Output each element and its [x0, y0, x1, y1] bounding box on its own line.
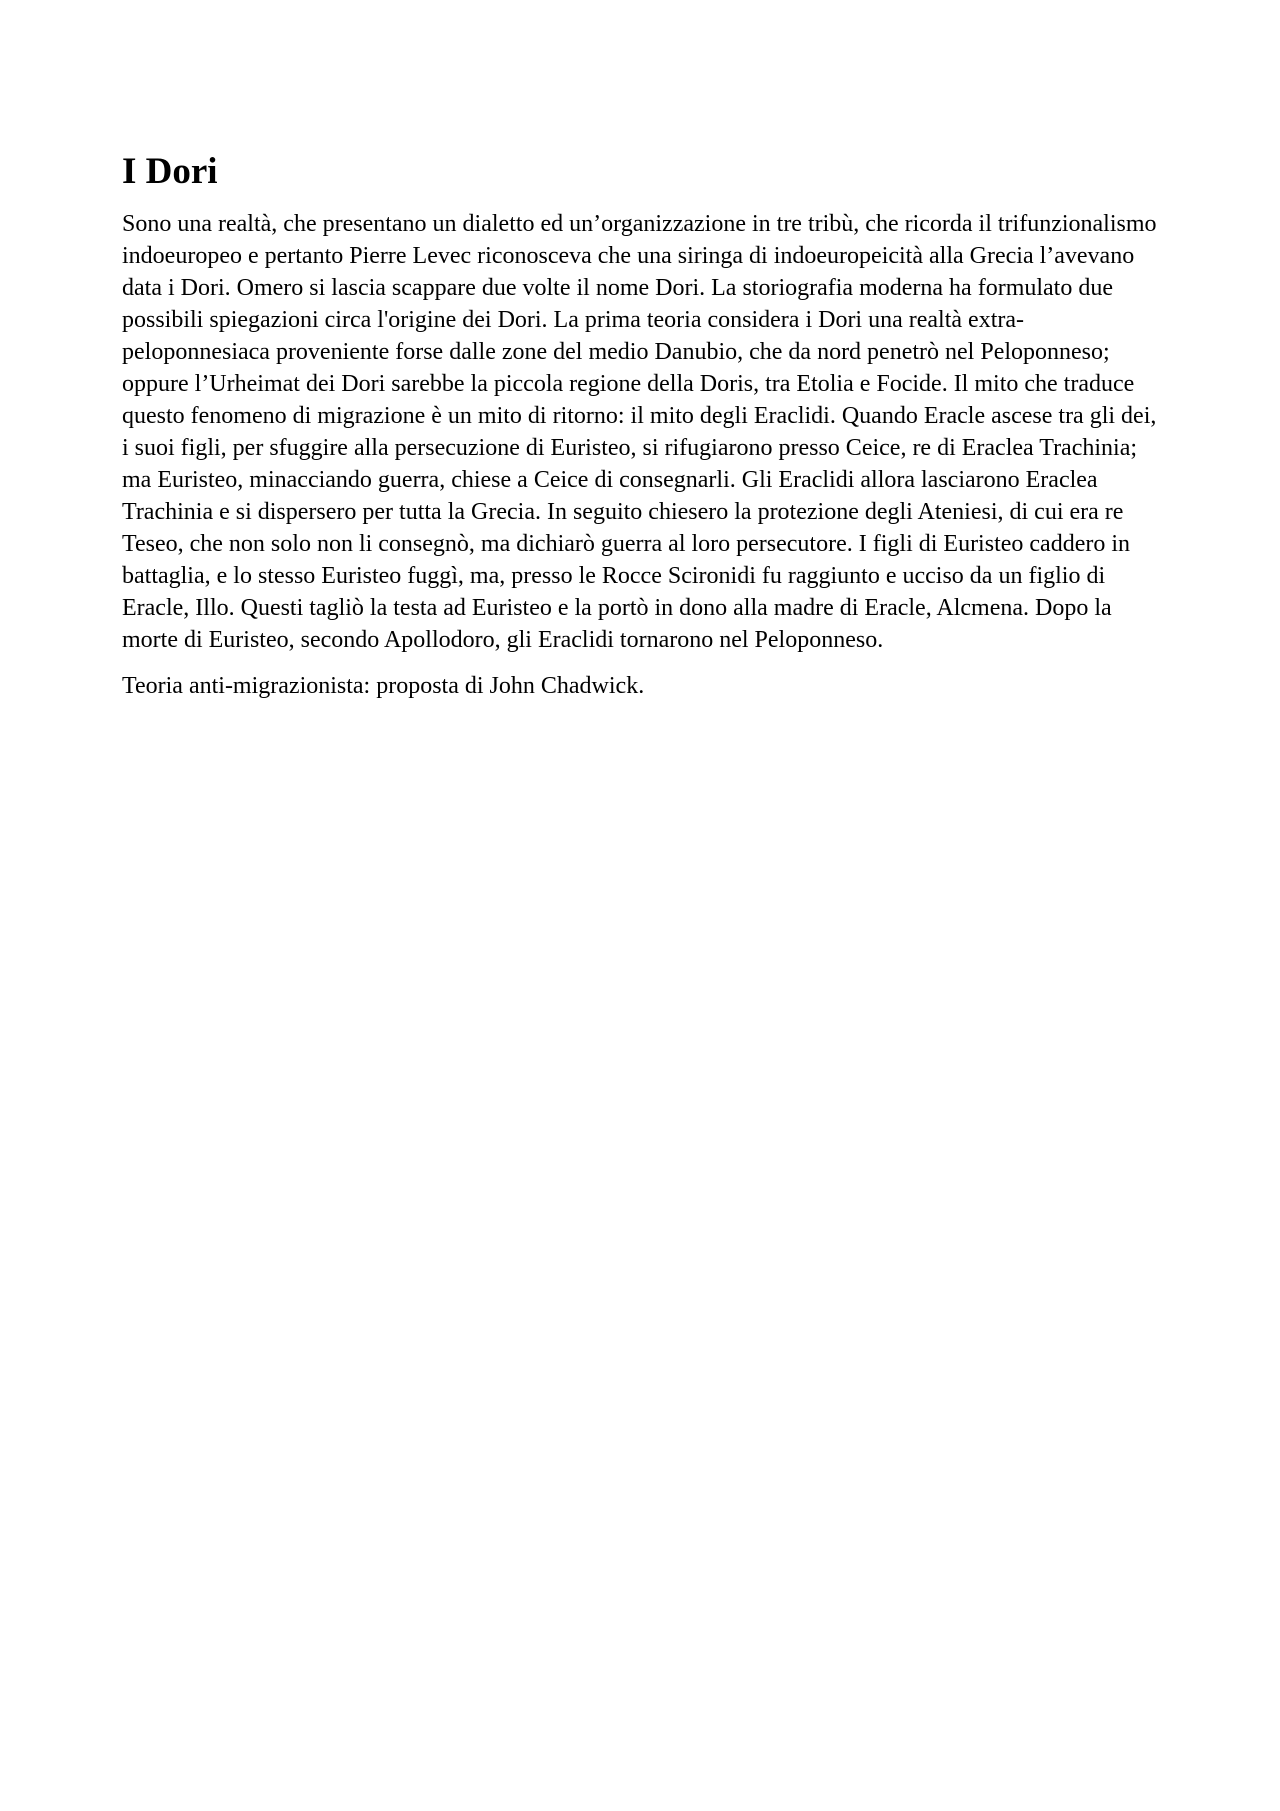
- body-paragraph: Teoria anti-migrazionista: proposta di John Chadwick.: [122, 673, 645, 700]
- document-title: I Dori: [122, 151, 218, 192]
- document-page: [122, 150, 1164, 716]
- body-paragraph: Sono una realtà, che presentano un dialetto ed un’organizzazione in tre tribù, che ricorda il trifunzionalismo indoeuropeo e pertanto Pierre Levec riconosceva che una siringa di indoeuropeicità alla Grecia l’avevano data i Dori. Omero si lascia scappare due volte il nome Dori. La storiografia moderna ha formulato due possibili spiegazioni circa l'origine dei Dori. La prima teoria considera i Dori una realtà extra-peloponnesiaca proveniente forse dalle zone del medio Danubio, che da nord penetrò nel Peloponneso; oppure l’Urheimat dei Dori sarebbe la piccola regione della Doris, tra Etolia e Focide. Il mito che traduce questo fenomeno di migrazione è un mito di ritorno: il mito degli Eraclidi. Quando Eracle ascese tra gli dei, i suoi figli, per sfuggire alla persecuzione di Euristeo, si rifugiarono presso Ceice, re di Eraclea Trachinia; ma Euristeo, minacciando guerra, chiese a Ceice di consegnarli. Gli Eraclidi allora lasciarono Eraclea Trachinia e si dispersero per tutta la Grecia. In seguito chiesero la protezione degli Ateniesi, di cui era re Teseo, che non solo non li consegnò, ma dichiarò guerra al loro persecutore. I figli di Euristeo caddero in battaglia, e lo stesso Euristeo fuggì, ma, presso le Rocce Scironidi fu raggiunto e ucciso da un figlio di Eracle, Illo. Questi tagliò la testa ad Euristeo e la portò in dono alla madre di Eracle, Alcmena. Dopo la morte di Euristeo, secondo Apollodoro, gli Eraclidi tornarono nel Peloponneso.: [122, 211, 1157, 654]
